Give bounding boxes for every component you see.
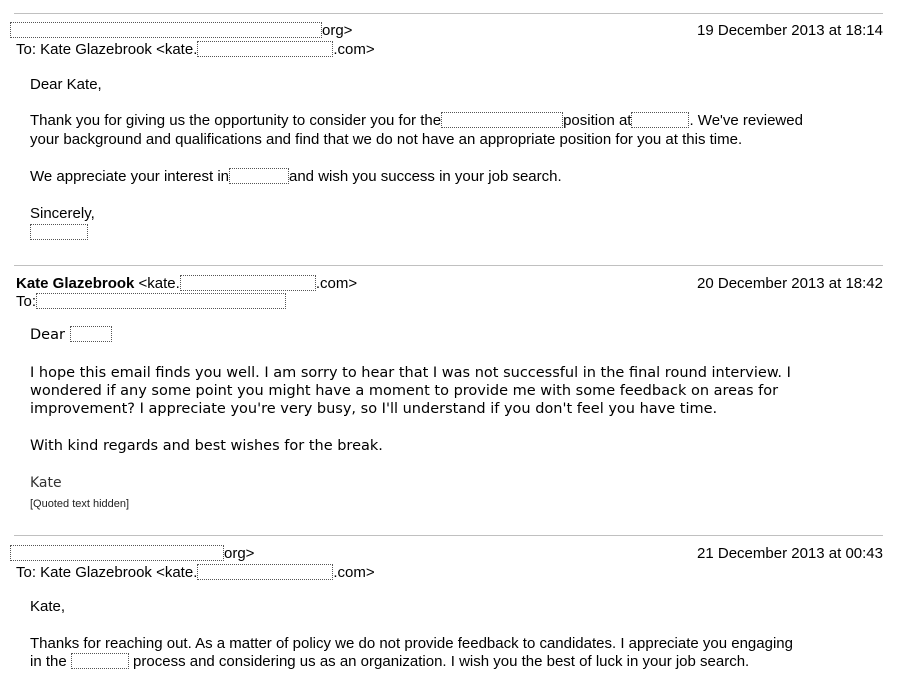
redacted-signature [30, 224, 88, 240]
redacted-sender [10, 545, 224, 561]
redacted-domain [180, 275, 316, 291]
redacted-name [70, 326, 112, 342]
message-1-closing: Sincerely, [30, 205, 95, 222]
redacted-domain [197, 564, 333, 580]
message-divider [14, 535, 883, 536]
message-3-greeting: Kate, [30, 598, 66, 615]
message-2-body-line: I hope this email finds you well. I am sorry to hear that I was not successful in the final round interview. I [30, 365, 791, 381]
redacted-domain [197, 41, 333, 57]
redacted-organization [229, 168, 289, 184]
quoted-text-toggle[interactable]: [Quoted text hidden] [30, 498, 130, 510]
redacted-organization [71, 653, 129, 669]
message-3-body-line: in the process and considering us as an organization. I wish you the best of luck in your job search. [30, 653, 750, 670]
redacted-recipient [36, 293, 286, 309]
message-3-body-line: Thanks for reaching out. As a matter of policy we do not provide feedback to candidates. I appreciate you engaging [30, 635, 793, 652]
message-2-signature: Kate [30, 475, 62, 491]
message-1-body-line: your background and qualifications and find that we do not have an appropriate position for you at this time. [30, 131, 743, 148]
redacted-position [441, 112, 563, 128]
message-2-greeting: Dear [30, 326, 112, 345]
message-3-sender[interactable]: org> [10, 545, 254, 563]
redacted-sender [10, 22, 322, 38]
redacted-organization [631, 112, 689, 128]
message-1-date: 19 December 2013 at 18:14 [697, 22, 883, 39]
message-2-body-line: wondered if any some point you might have a moment to provide me with some feedback on areas for [30, 383, 779, 399]
message-2-body-line: improvement? I appreciate you're very busy, so I'll understand if you don't feel you have time. [30, 401, 718, 417]
message-divider [14, 13, 883, 14]
message-3-date: 21 December 2013 at 00:43 [697, 545, 883, 562]
message-2-date: 20 December 2013 at 18:42 [697, 275, 883, 292]
message-1-sender[interactable]: org> [10, 22, 352, 40]
message-1-body-line: Thank you for giving us the opportunity to consider you for the position at . We've reviewed [30, 112, 803, 129]
message-2-sender[interactable]: Kate Glazebrook <kate. .com> [16, 275, 358, 292]
message-1-body-line: We appreciate your interest in and wish you success in your job search. [30, 168, 562, 185]
message-1-signature [30, 223, 88, 242]
message-1-greeting: Dear Kate, [30, 76, 102, 93]
message-3-recipient[interactable]: To: Kate Glazebrook <kate. .com> [16, 564, 375, 581]
message-2-recipient[interactable]: To: [16, 293, 286, 311]
message-2-body-line: With kind regards and best wishes for the break. [30, 438, 383, 454]
message-divider [14, 265, 883, 266]
message-1-recipient[interactable]: To: Kate Glazebrook <kate. .com> [16, 41, 375, 58]
